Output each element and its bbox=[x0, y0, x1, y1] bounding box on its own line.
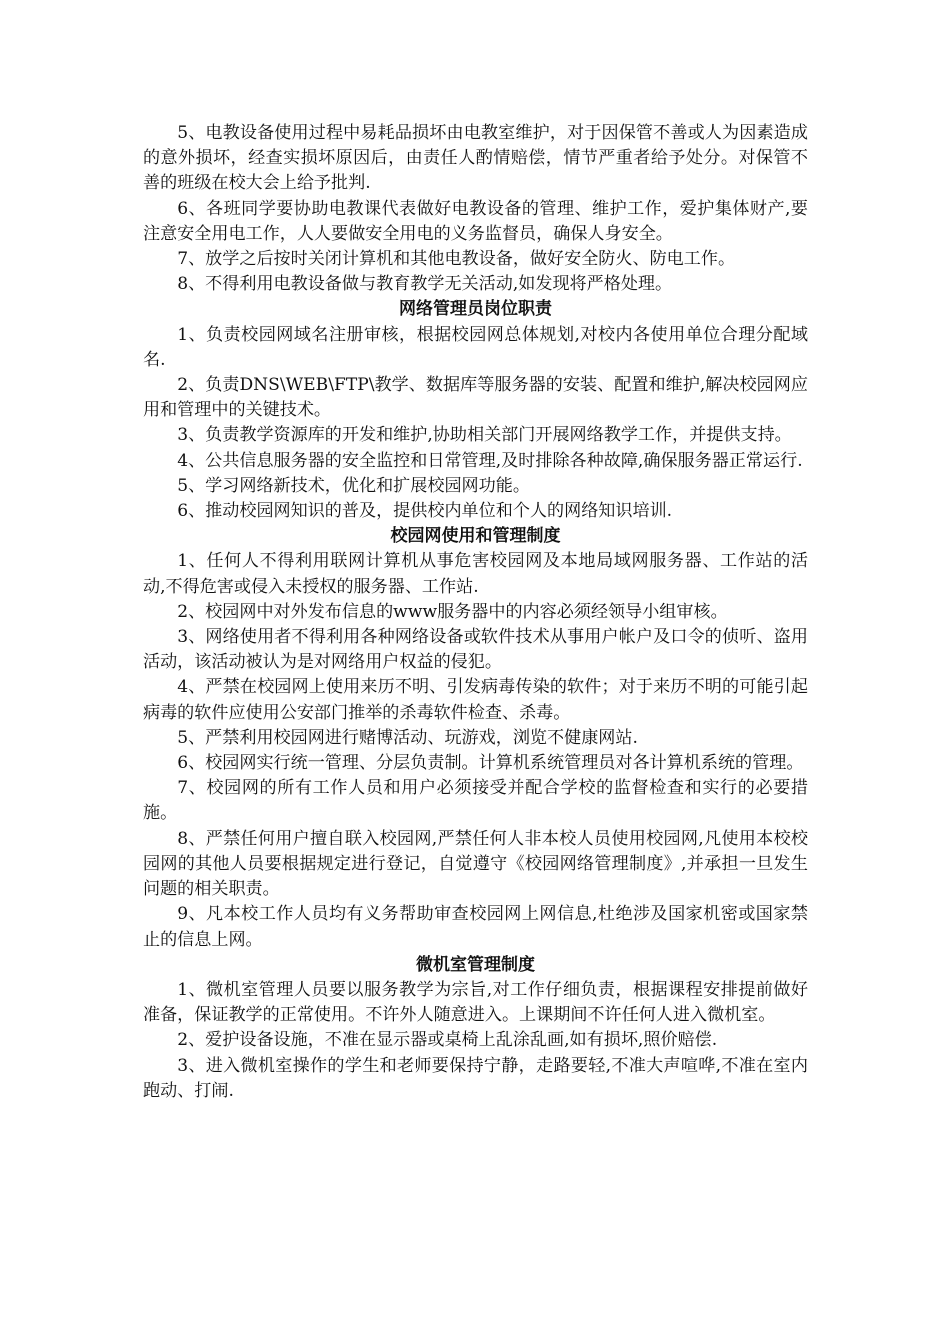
paragraph: 3、负责教学资源库的开发和维护,协助相关部门开展网络教学工作，并提供支持。 bbox=[177, 425, 792, 446]
paragraph: 7、放学之后按时关闭计算机和其他电教设备，做好安全防火、防电工作。 bbox=[177, 249, 736, 270]
document-body bbox=[143, 121, 808, 1104]
paragraph: 6、校园网实行统一管理、分层负责制。计算机系统管理员对各计算机系统的管理。 bbox=[177, 753, 804, 774]
paragraph: 4、严禁在校园网上使用来历不明、引发病毒传染的软件；对于来历不明的可能引起病毒的软件应使用公安部门推举的杀毒软件检查、杀毒。 bbox=[143, 677, 808, 723]
document-section bbox=[143, 121, 808, 297]
paragraph: 4、公共信息服务器的安全监控和日常管理,及时排除各种故障,确保服务器正常运行. bbox=[177, 450, 803, 471]
paragraph: 5、学习网络新技术，优化和扩展校园网功能。 bbox=[177, 475, 530, 496]
paragraph: 5、严禁利用校园网进行赌博活动、玩游戏，浏览不健康网站. bbox=[177, 727, 638, 748]
paragraph: 7、校园网的所有工作人员和用户必须接受并配合学校的监督检查和实行的必要措施。 bbox=[143, 778, 808, 824]
document-section bbox=[143, 953, 808, 1104]
section-heading: 校园网使用和管理制度 bbox=[390, 526, 561, 547]
paragraph: 8、严禁任何用户擅自联入校园网,严禁任何人非本校人员使用校园网,凡使用本校校园网的其他人员要根据规定进行登记，自觉遵守《校园网络管理制度》,并承担一旦发生问题的相关职责。 bbox=[143, 828, 808, 900]
paragraph: 1、负责校园网域名注册审核，根据校园网总体规划,对校内各使用单位合理分配域名. bbox=[143, 324, 808, 370]
section-heading: 网络管理员岗位职责 bbox=[399, 299, 552, 320]
paragraph: 1、任何人不得利用联网计算机从事危害校园网及本地局域网服务器、工作站的活动,不得危害或侵入未授权的服务器、工作站. bbox=[143, 551, 808, 597]
paragraph: 2、爱护设备设施，不准在显示器或桌椅上乱涂乱画,如有损坏,照价赔偿. bbox=[177, 1030, 718, 1051]
paragraph: 3、进入微机室操作的学生和老师要保持宁静，走路要轻,不准大声喧哗,不准在室内跑动、打闹. bbox=[143, 1055, 808, 1101]
paragraph: 8、不得利用电教设备做与教育教学无关活动,如发现将严格处理。 bbox=[177, 274, 673, 295]
document-section bbox=[143, 297, 808, 524]
paragraph: 9、凡本校工作人员均有义务帮助审查校园网上网信息,杜绝涉及国家机密或国家禁止的信息上网。 bbox=[143, 904, 808, 950]
paragraph: 5、电教设备使用过程中易耗品损坏由电教室维护，对于因保管不善或人为因素造成的意外损坏，经查实损坏原因后，由责任人酌情赔偿，情节严重者给予处分。对保管不善的班级在校大会上给予批判. bbox=[143, 123, 808, 194]
paragraph: 2、校园网中对外发布信息的www服务器中的内容必须经领导小组审核。 bbox=[177, 601, 728, 622]
paragraph: 2、负责DNS\WEB\FTP\教学、数据库等服务器的安装、配置和维护,解决校园网应用和管理中的关键技术。 bbox=[143, 375, 808, 421]
paragraph: 1、微机室管理人员要以服务教学为宗旨,对工作仔细负责，根据课程安排提前做好准备，保证教学的正常使用。不许外人随意进入。上课期间不许任何人进入微机室。 bbox=[143, 979, 808, 1026]
paragraph: 6、推动校园网知识的普及，提供校内单位和个人的网络知识培训. bbox=[177, 501, 673, 522]
document-section bbox=[143, 524, 808, 952]
paragraph: 6、各班同学要协助电教课代表做好电教设备的管理、维护工作，爱护集体财产,要注意安全用电工作，人人要做安全用电的义务监督员，确保人身安全。 bbox=[143, 198, 808, 244]
section-heading: 微机室管理制度 bbox=[416, 954, 535, 975]
paragraph: 3、网络使用者不得利用各种网络设备或软件技术从事用户帐户及口令的侦听、盗用活动，该活动被认为是对网络用户权益的侵犯。 bbox=[143, 627, 808, 673]
